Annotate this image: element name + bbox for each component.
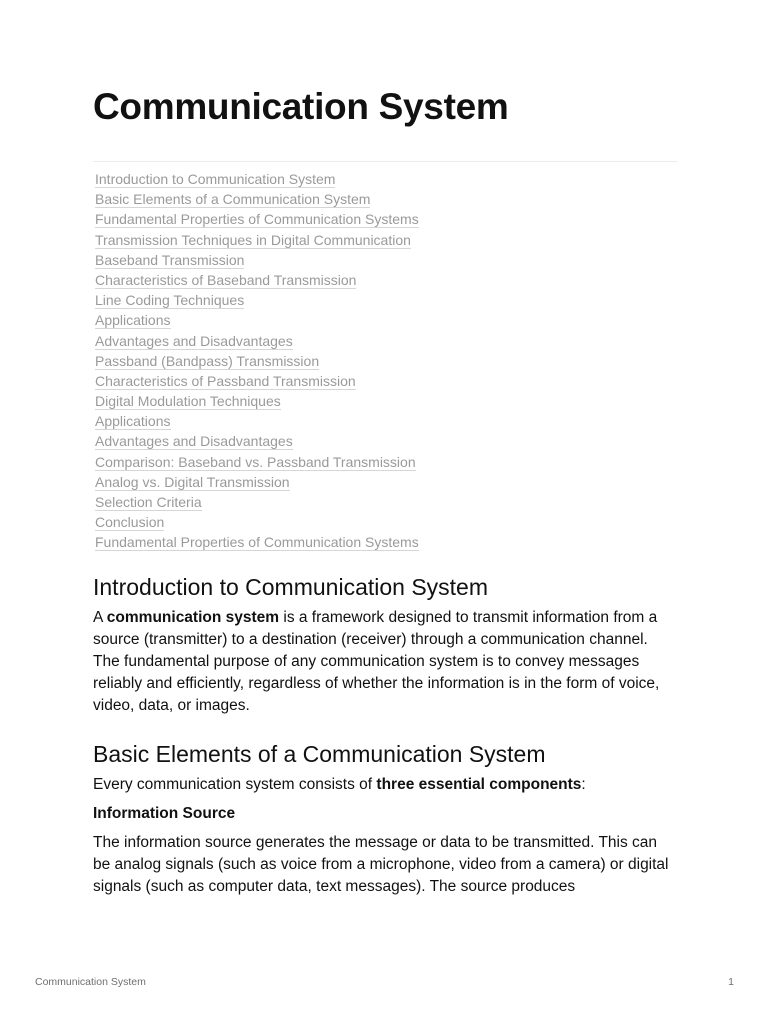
toc-link-label: Applications — [95, 312, 171, 329]
toc-link[interactable] — [93, 512, 677, 532]
toc-link[interactable] — [93, 472, 677, 492]
information-source-paragraph: The information source generates the message or data to be transmitted. This can be analog signals (such as voice from a microphone, video from a camera) or digital signals (such as computer data, text messages). The source produces — [93, 834, 669, 895]
toc-link[interactable] — [93, 411, 677, 431]
footer-page-number: 1 — [728, 976, 734, 988]
toc-link-label: Applications — [95, 413, 171, 430]
toc-link-label: Introduction to Communication System — [95, 171, 336, 187]
toc-link-label: Characteristics of Passband Transmission — [95, 372, 356, 389]
toc-link[interactable] — [93, 209, 677, 229]
lead-text-prefix: Every communication system consists of — [93, 776, 377, 793]
toc-link[interactable] — [93, 431, 677, 451]
intro-text-prefix: A — [93, 609, 107, 626]
toc-link-label: Comparison: Baseband vs. Passband Transmission — [95, 453, 416, 470]
toc-link-label: Advantages and Disadvantages — [95, 433, 293, 450]
toc-link-label: Digital Modulation Techniques — [95, 393, 281, 410]
lead-text-suffix: : — [581, 776, 586, 793]
intro-text-suffix: is a framework designed to transmit information from a source (transmitter) to a destination (receiver) through a communication channel. The fundamental purpose of any communication system is to convey messages reliably and efficiently, regardless of whether the information is in the form of voice, video, data, or images. — [93, 609, 660, 714]
section-heading-basic-elements: Basic Elements of a Communication System — [93, 741, 546, 767]
subheading-information-source: Information Source — [93, 805, 236, 822]
toc-link-label: Analog vs. Digital Transmission — [95, 473, 290, 490]
toc-link[interactable] — [93, 532, 677, 552]
intro-bold-term: communication system — [106, 609, 280, 626]
toc-link-label: Conclusion — [95, 514, 165, 531]
toc-link[interactable] — [93, 290, 677, 310]
toc-link-label: Characteristics of Baseband Transmission — [95, 271, 357, 288]
intro-paragraph — [93, 607, 677, 717]
table-of-contents — [93, 161, 677, 553]
basic-elements-lead — [93, 774, 677, 796]
toc-link-label: Advantages and Disadvantages — [95, 332, 293, 349]
footer-document-title: Communication System — [35, 976, 146, 988]
toc-link[interactable] — [93, 189, 677, 209]
toc-link[interactable] — [93, 371, 677, 391]
toc-link[interactable] — [93, 391, 677, 411]
toc-link-label: Line Coding Techniques — [95, 292, 245, 309]
toc-link[interactable] — [93, 331, 677, 351]
toc-link-label: Fundamental Properties of Communication Systems — [95, 534, 419, 551]
section-heading-introduction: Introduction to Communication System — [93, 574, 489, 600]
toc-link[interactable] — [93, 351, 677, 371]
toc-link-label: Fundamental Properties of Communication Systems — [95, 211, 419, 228]
toc-link[interactable] — [93, 169, 677, 189]
toc-link[interactable] — [93, 310, 677, 330]
toc-link[interactable] — [93, 492, 677, 512]
toc-link-label: Transmission Techniques in Digital Communication — [95, 231, 411, 248]
lead-bold-term: three essential components — [376, 776, 582, 793]
document-body — [93, 570, 677, 898]
toc-link-label: Basic Elements of a Communication System — [95, 191, 371, 208]
toc-link[interactable] — [93, 270, 677, 290]
toc-link[interactable] — [93, 452, 677, 472]
toc-link-label: Selection Criteria — [95, 494, 202, 510]
page-title: Communication System — [93, 86, 509, 127]
toc-link-label: Passband (Bandpass) Transmission — [95, 352, 320, 369]
toc-link[interactable] — [93, 250, 677, 270]
toc-link-label: Baseband Transmission — [95, 251, 245, 268]
toc-link[interactable] — [93, 230, 677, 250]
